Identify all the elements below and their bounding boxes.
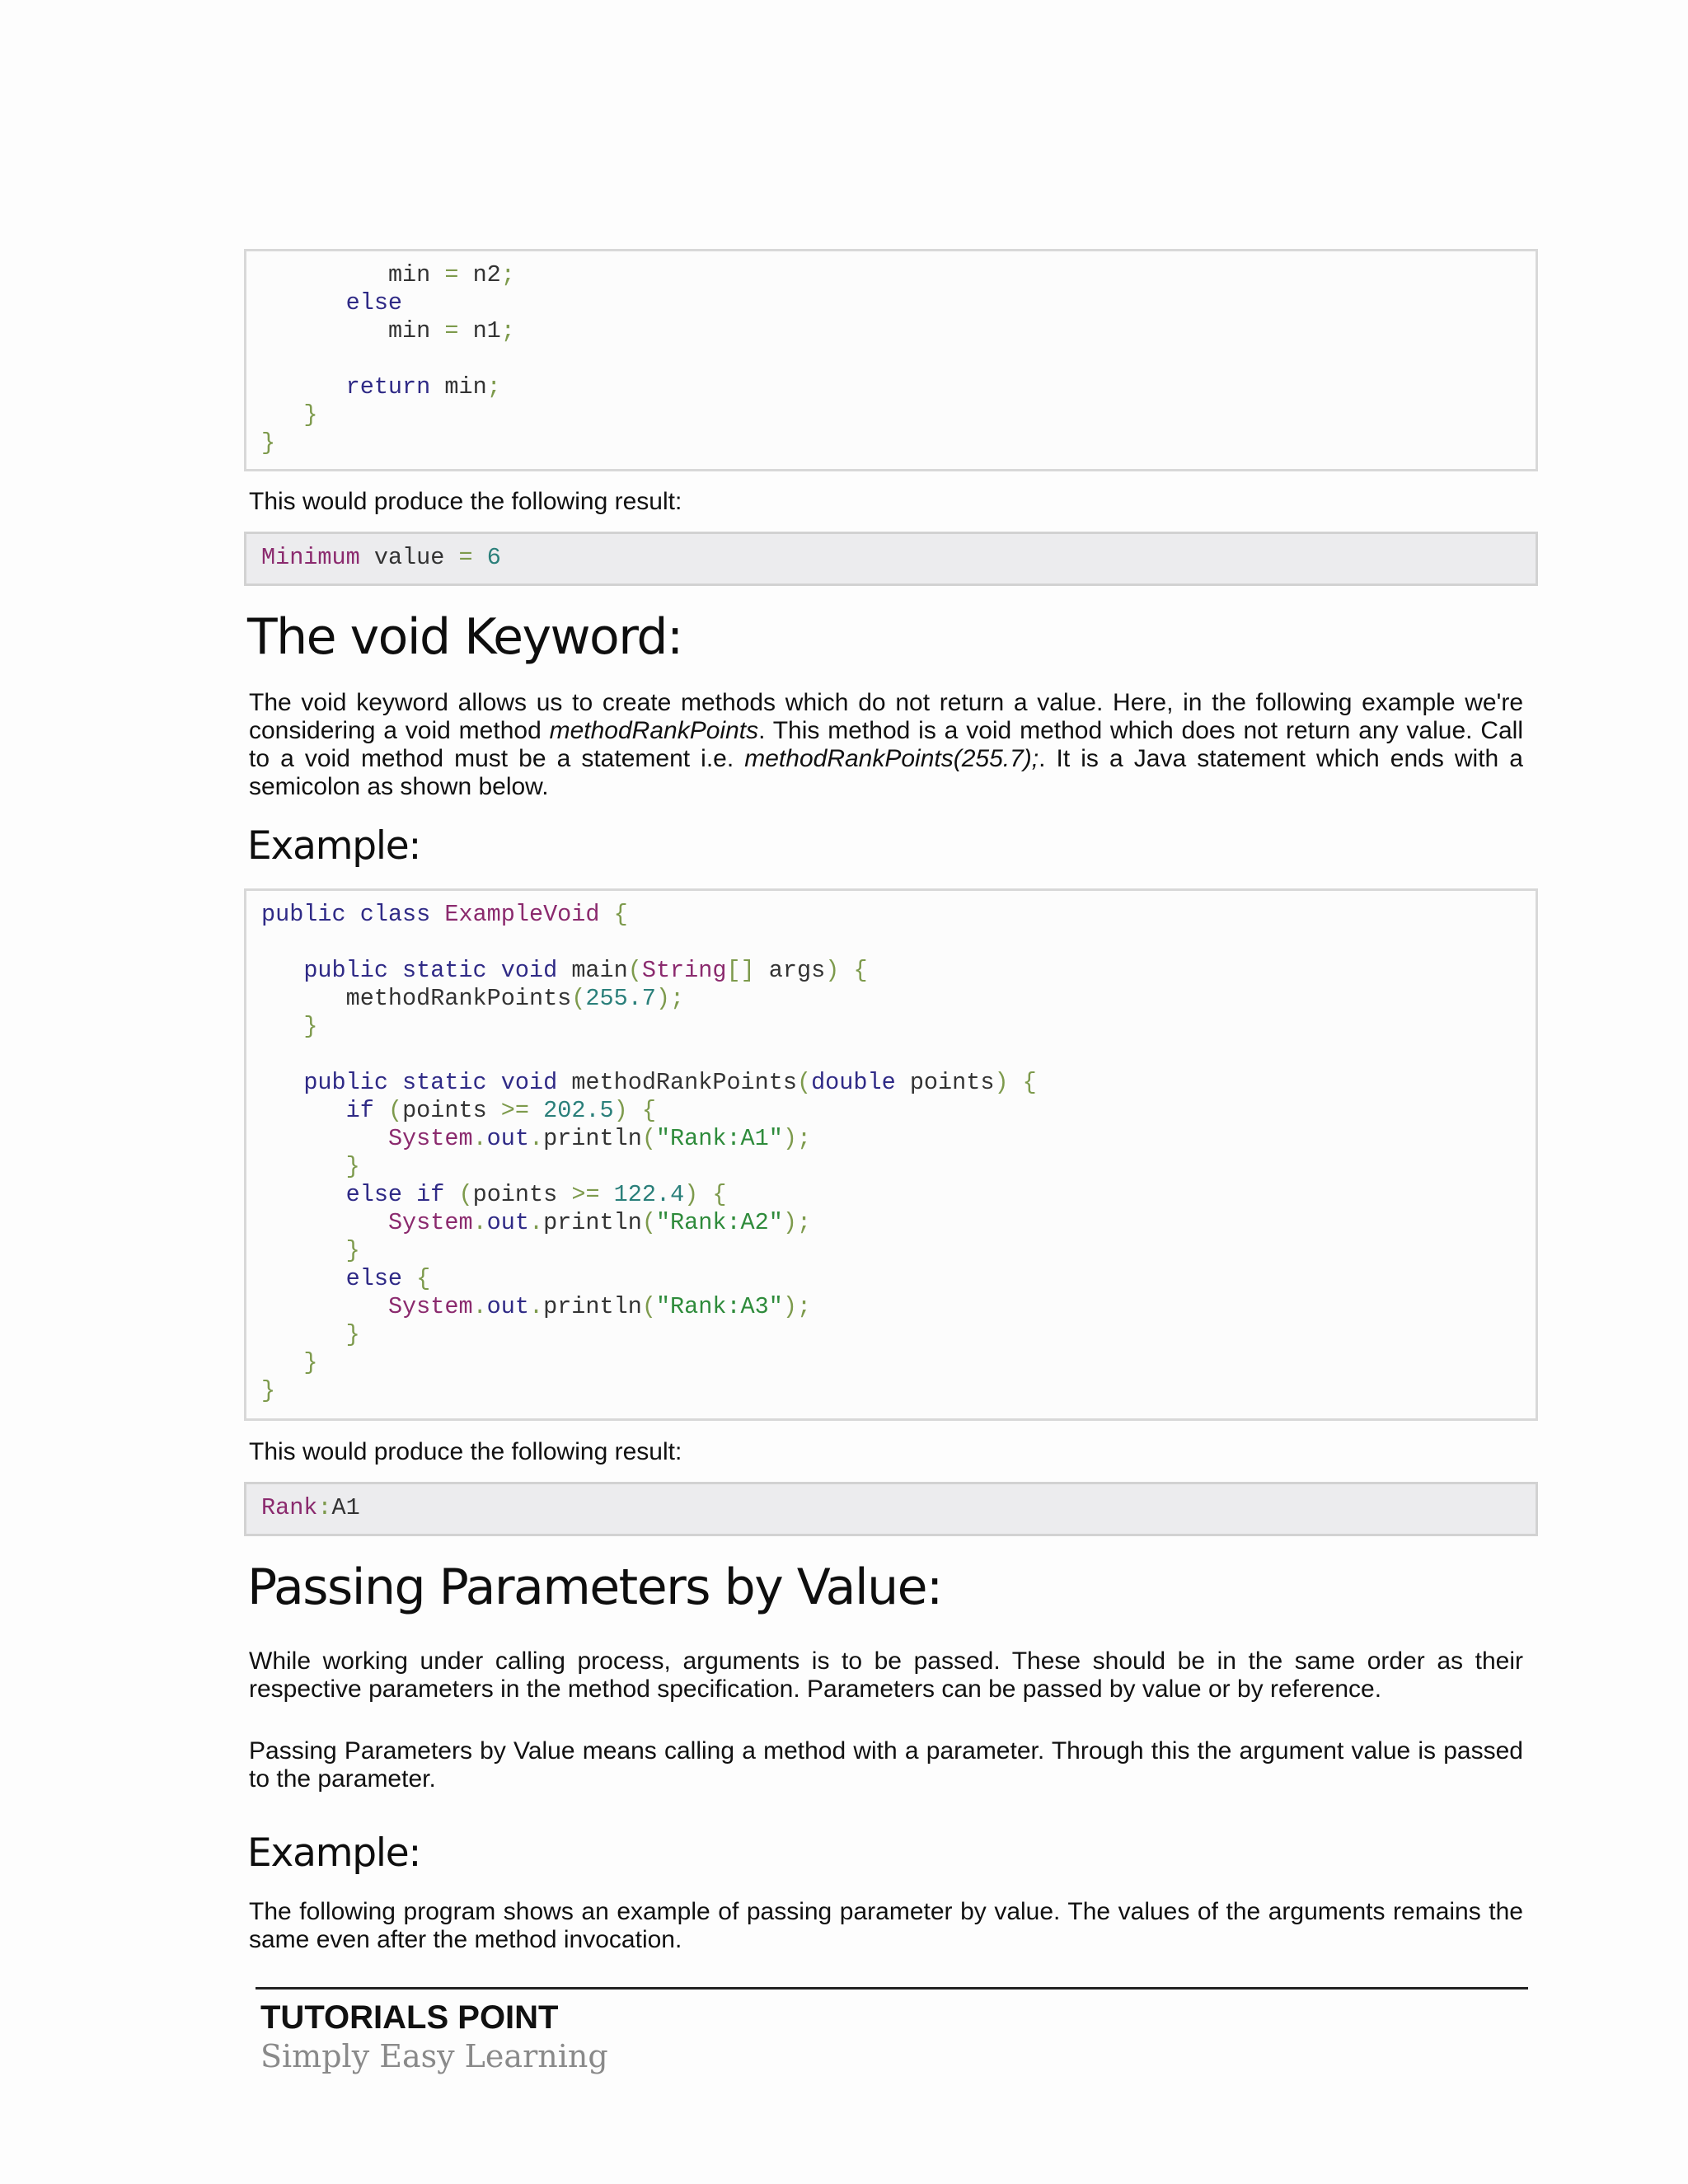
code-line: min = n2; bbox=[387, 261, 515, 288]
code-line: methodRankPoints(255.7); bbox=[345, 985, 685, 1012]
code-block-example-void bbox=[244, 888, 1538, 1421]
code-line bbox=[261, 929, 1521, 957]
paragraph-example-2: The following program shows an example of passing parameter by value. The values of the arguments remains the same even after the method invocation. bbox=[249, 1898, 1523, 1953]
output-block-min bbox=[244, 532, 1538, 586]
code-line: min = n1; bbox=[387, 317, 515, 344]
output-line: Minimum value = 6 bbox=[261, 544, 501, 571]
code-line: else { bbox=[345, 1265, 431, 1292]
code-block-min bbox=[244, 249, 1538, 471]
code-line: } bbox=[261, 429, 276, 457]
code-line: else bbox=[345, 289, 403, 316]
result-intro: This would produce the following result: bbox=[249, 1438, 682, 1465]
output-line: Rank:A1 bbox=[261, 1494, 360, 1521]
result-intro: This would produce the following result: bbox=[249, 488, 682, 515]
code-line: System.out.println("Rank:A2"); bbox=[387, 1209, 812, 1236]
code-line: else if (points >= 122.4) { bbox=[345, 1181, 727, 1208]
heading-void-keyword: The void Keyword: bbox=[247, 608, 682, 666]
paragraph-passing-1: While working under calling process, arguments is to be passed. These should be in the same order as their respective parameters in the method specification. Parameters can be passed by value or by reference. bbox=[249, 1647, 1523, 1703]
code-line: } bbox=[345, 1153, 360, 1180]
code-line: } bbox=[303, 1013, 318, 1040]
code-line: } bbox=[303, 401, 318, 429]
output-block-rank bbox=[244, 1482, 1538, 1536]
code-line: System.out.println("Rank:A1"); bbox=[387, 1125, 812, 1152]
code-line: } bbox=[303, 1349, 318, 1376]
heading-passing-parameters: Passing Parameters by Value: bbox=[247, 1558, 942, 1616]
code-line: } bbox=[345, 1321, 360, 1348]
code-line: public static void main(String[] args) { bbox=[303, 957, 868, 984]
paragraph-passing-2: Passing Parameters by Value means calling a method with a parameter. Through this the argument value is passed to the parameter. bbox=[249, 1737, 1523, 1793]
code-line: public class ExampleVoid { bbox=[261, 901, 628, 928]
code-line: System.out.println("Rank:A3"); bbox=[387, 1293, 812, 1320]
code-line: } bbox=[261, 1377, 276, 1404]
code-line bbox=[261, 345, 1521, 373]
footer-brand: TUTORIALS POINT bbox=[260, 1999, 559, 2036]
code-line: public static void methodRankPoints(double points) { bbox=[303, 1069, 1037, 1096]
footer-tagline: Simply Easy Learning bbox=[260, 2038, 608, 2074]
footer-divider bbox=[256, 1987, 1528, 1990]
heading-example: Example: bbox=[247, 823, 421, 869]
heading-example: Example: bbox=[247, 1830, 421, 1876]
paragraph-void: The void keyword allows us to create methods which do not return a value. Here, in the following example we're considering a void method methodRankPoints. This method is a void method which does not return any value. Call to a void method must be a statement i.e. methodRankPoints(255.7);. It is a Java statement which ends with a semicolon as shown below. bbox=[249, 689, 1523, 800]
code-line: } bbox=[345, 1237, 360, 1264]
code-line: return min; bbox=[345, 373, 501, 401]
code-line: if (points >= 202.5) { bbox=[345, 1097, 656, 1124]
code-line bbox=[261, 1041, 1521, 1069]
